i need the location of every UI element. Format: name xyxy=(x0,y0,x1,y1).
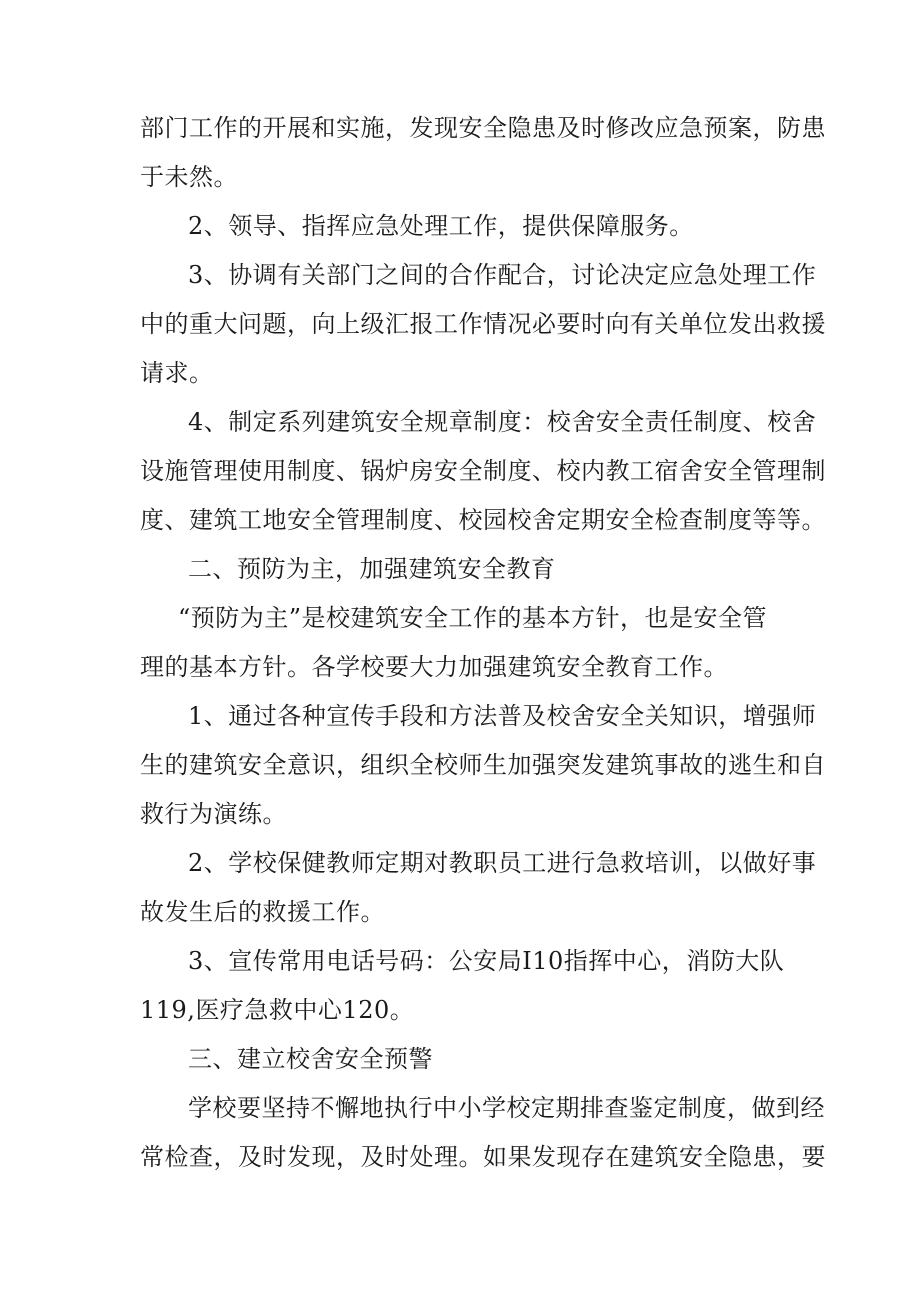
text-line-11: “预防为主”是校建筑安全工作的基本方针，也是安全管 xyxy=(178,604,768,632)
section-heading-2: 二、预防为主，加强建筑安全教育 xyxy=(188,555,556,583)
text-line-16: 2、学校保健教师定期对教职员工进行急救培训，以做好事 xyxy=(188,849,817,877)
text-line-19: 119,医疗急救中心120。 xyxy=(140,996,415,1024)
text-line-5: 中的重大问题，向上级汇报工作情况必要时向有关单位发出救援 xyxy=(140,310,826,338)
text-line-7: 4、制定系列建筑安全规章制度：校舍安全责任制度、校舍 xyxy=(188,408,817,436)
text-line-2: 于未然。 xyxy=(140,163,238,191)
text-line-8: 设施管理使用制度、锅炉房安全制度、校内教工宿舍安全管理制 xyxy=(140,457,826,485)
text-line-9: 度、建筑工地安全管理制度、校园校舍定期安全检查制度等等。 xyxy=(140,506,826,534)
text-line-13: 1、通过各种宣传手段和方法普及校舍安全关知识，增强师 xyxy=(188,702,817,730)
text-line-3: 2、领导、指挥应急处理工作，提供保障服务。 xyxy=(188,212,694,240)
text-line-4: 3、协调有关部门之间的合作配合，讨论决定应急处理工作 xyxy=(188,261,817,289)
text-line-18: 3、宣传常用电话号码：公安局I10指挥中心，消防大队 xyxy=(188,947,785,975)
section-heading-3: 三、建立校舍安全预警 xyxy=(188,1045,433,1073)
text-line-1: 部门工作的开展和实施，发现安全隐患及时修改应急预案，防患 xyxy=(140,114,826,142)
text-line-22: 常检查，及时发现，及时处理。如果发现存在建筑安全隐患，要 xyxy=(140,1143,826,1171)
text-line-6: 请求。 xyxy=(140,359,214,387)
text-line-15: 救行为演练。 xyxy=(140,800,287,828)
text-line-12: 理的基本方针。各学校要大力加强建筑安全教育工作。 xyxy=(140,653,728,681)
text-line-17: 故发生后的救援工作。 xyxy=(140,898,385,926)
text-line-21: 学校要坚持不懈地执行中小学校定期排查鉴定制度，做到经 xyxy=(188,1094,825,1122)
text-line-14: 生的建筑安全意识，组织全校师生加强突发建筑事故的逃生和自 xyxy=(140,751,826,779)
